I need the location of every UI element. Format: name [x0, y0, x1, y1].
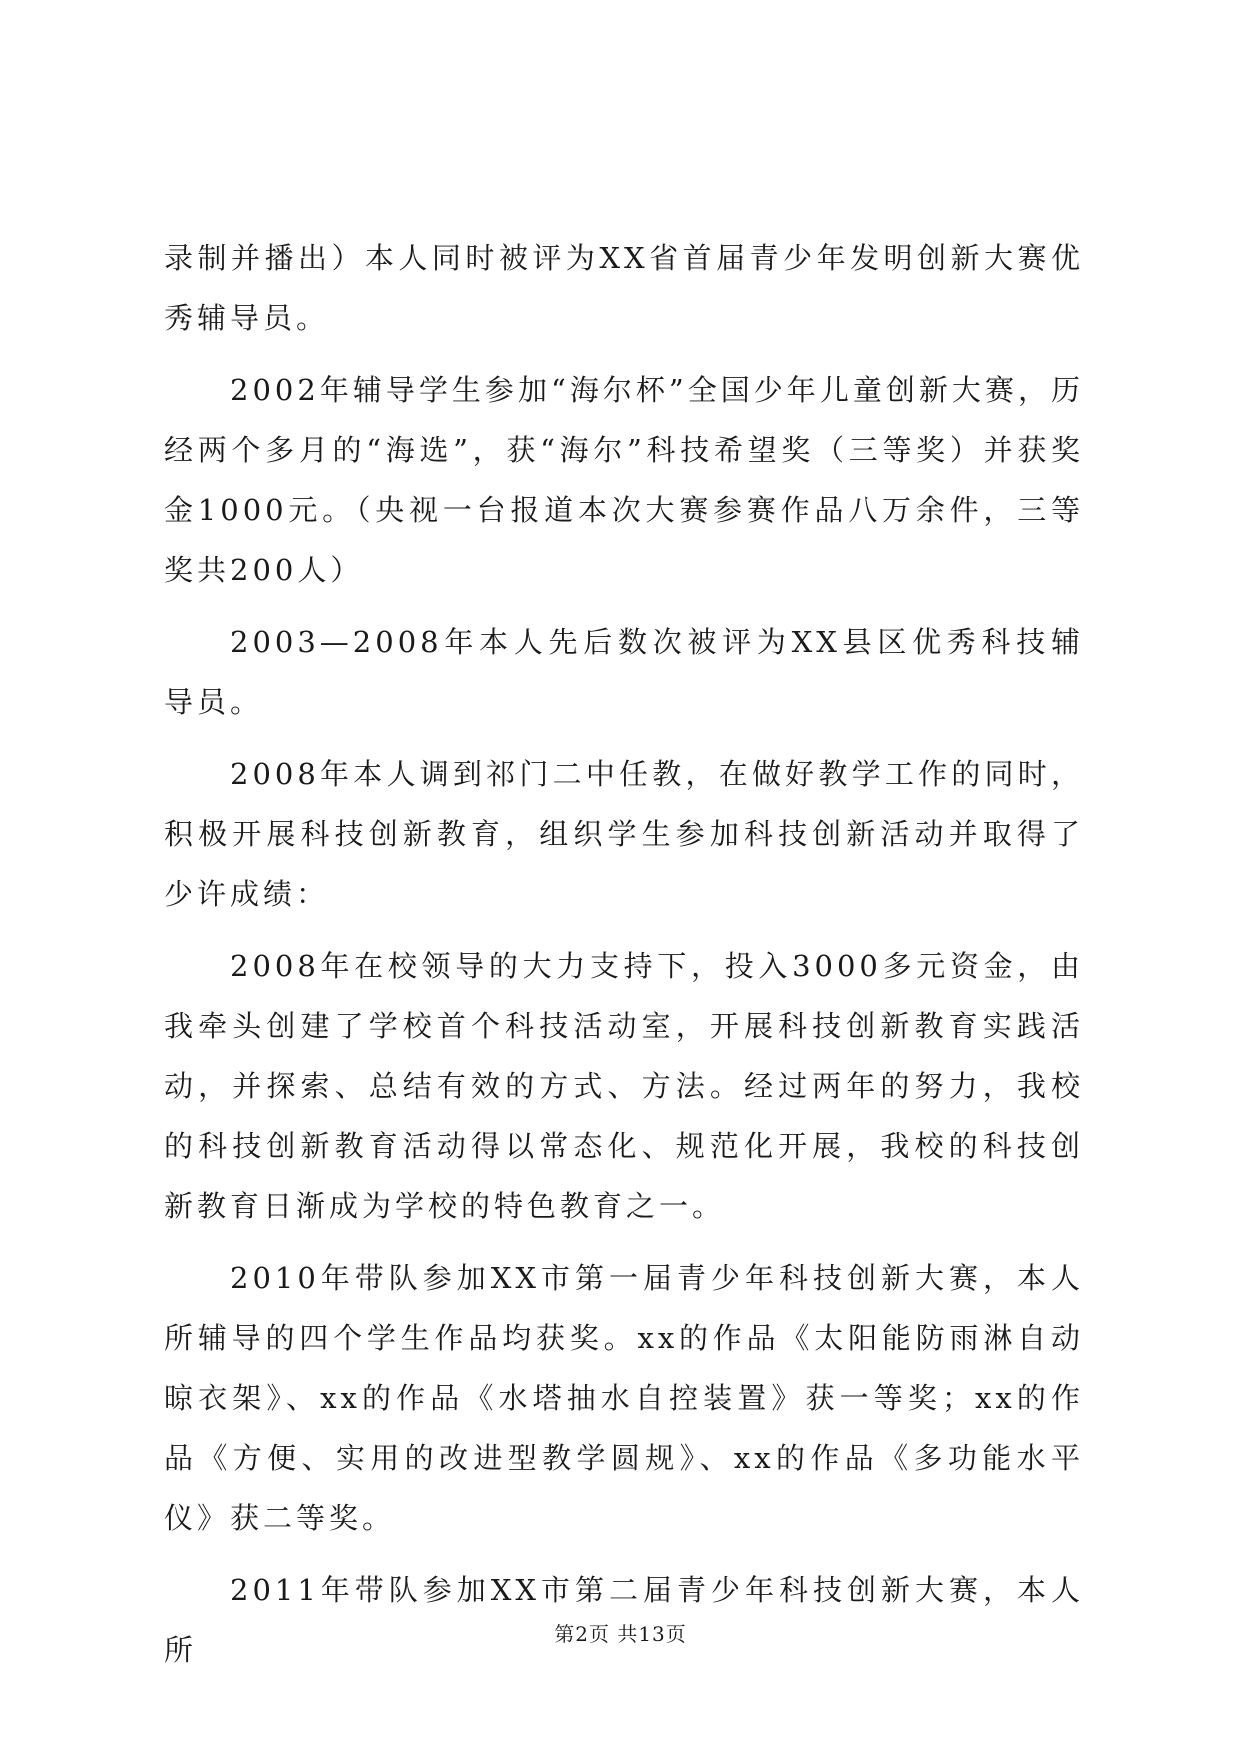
paragraph: 2002年辅导学生参加“海尔杯”全国少年儿童创新大赛，历经两个多月的“海选”，获“海尔”科技希望奖（三等奖）并获奖金1000元。（央视一台报道本次大赛参赛作品八万余件，三等奖共200人）	[164, 373, 1084, 587]
paragraph: 2010年带队参加XX市第一届青少年科技创新大赛，本人所辅导的四个学生作品均获奖。xx的作品《太阳能防雨淋自动晾衣架》、xx的作品《水塔抽水自控装置》获一等奖；xx的作品《方便、实用的改进型教学圆规》、xx的作品《多功能水平仪》获二等奖。	[164, 1261, 1084, 1535]
paragraph: 2008年本人调到祁门二中任教，在做好教学工作的同时，积极开展科技创新教育，组织学生参加科技创新活动并取得了少许成绩：	[164, 757, 1084, 911]
page-footer: 第2页 共13页	[554, 1622, 687, 1646]
paragraph: 录制并播出）本人同时被评为XX省首届青少年发明创新大赛优秀辅导员。	[164, 241, 1084, 335]
paragraph: 2011年带队参加XX市第二届青少年科技创新大赛，本人所	[164, 1573, 1084, 1667]
paragraph: 2008年在校领导的大力支持下，投入3000多元资金，由我牵头创建了学校首个科技活动室，开展科技创新教育实践活动，并探索、总结有效的方式、方法。经过两年的努力，我校的科技创新教育活动得以常态化、规范化开展，我校的科技创新教育日渐成为学校的特色教育之一。	[164, 949, 1084, 1223]
document-body	[164, 228, 1084, 1692]
paragraph: 2003—2008年本人先后数次被评为XX县区优秀科技辅导员。	[164, 625, 1084, 719]
